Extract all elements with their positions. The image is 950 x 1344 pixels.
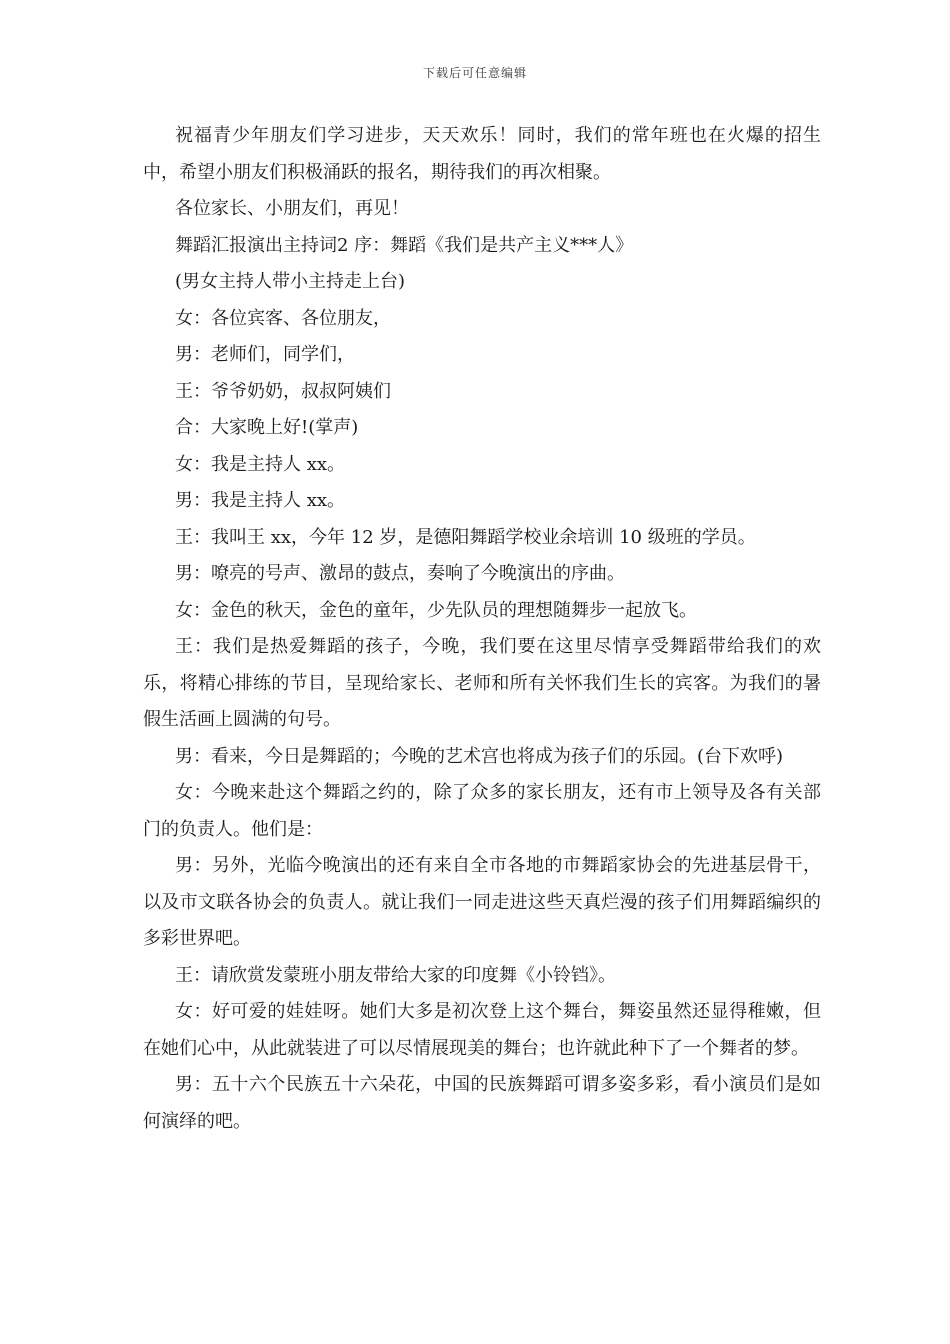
paragraph: 舞蹈汇报演出主持词2 序：舞蹈《我们是共产主义***人》 xyxy=(175,234,634,256)
document-body xyxy=(143,118,821,1140)
paragraph: 男：另外，光临今晚演出的还有来自全市各地的市舞蹈家协会的先进基层骨干，以及市文联各协会的负责人。就让我们一同走进这些天真烂漫的孩子们用舞蹈编织的多彩世界吧。 xyxy=(143,855,821,949)
paragraph: 男：老师们，同学们， xyxy=(175,344,355,365)
page-header: 下载后可任意编辑 xyxy=(422,66,527,80)
paragraph: 祝福青少年朋友们学习进步，天天欢乐！同时，我们的常年班也在火爆的招生中，希望小朋友们积极涌跃的报名，期待我们的再次相聚。 xyxy=(143,125,821,183)
paragraph: 女：各位宾客、各位朋友， xyxy=(175,307,391,329)
paragraph: 男：五十六个民族五十六朵花，中国的民族舞蹈可谓多姿多彩，看小演员们是如何演绎的吧。 xyxy=(143,1074,821,1132)
paragraph: (男女主持人带小主持走上台) xyxy=(175,271,406,292)
paragraph: 女：今晚来赴这个舞蹈之约的，除了众多的家长朋友，还有市上领导及各有关部门的负责人。他们是： xyxy=(143,782,821,840)
paragraph: 各位家长、小朋友们，再见！ xyxy=(175,198,409,219)
paragraph: 女：好可爱的娃娃呀。她们大多是初次登上这个舞台，舞姿虽然还显得稚嫩，但在她们心中，从此就装进了可以尽情展现美的舞台；也许就此种下了一个舞者的梦。 xyxy=(143,1001,821,1059)
paragraph: 女：我是主持人 xx。 xyxy=(175,453,346,475)
paragraph: 王：我叫王 xx，今年 12 岁，是德阳舞蹈学校业余培训 10 级班的学员。 xyxy=(175,526,756,548)
paragraph: 合：大家晚上好!(掌声) xyxy=(175,417,359,438)
paragraph: 男：我是主持人 xx。 xyxy=(175,490,346,511)
paragraph: 女：金色的秋天，金色的童年，少先队员的理想随舞步一起放飞。 xyxy=(175,599,697,621)
paragraph: 男：看来，今日是舞蹈的；今晚的艺术宫也将成为孩子们的乐园。(台下欢呼) xyxy=(175,745,784,767)
paragraph: 王：爷爷奶奶，叔叔阿姨们 xyxy=(175,380,391,402)
paragraph: 王：我们是热爱舞蹈的孩子，今晚，我们要在这里尽情享受舞蹈带给我们的欢乐，将精心排练的节目，呈现给家长、老师和所有关怀我们生长的宾客。为我们的暑假生活画上圆满的句号。 xyxy=(143,636,821,730)
paragraph: 男：嘹亮的号声、激昂的鼓点，奏响了今晚演出的序曲。 xyxy=(175,563,625,584)
paragraph: 王：请欣赏发蒙班小朋友带给大家的印度舞《小铃铛》。 xyxy=(175,964,616,986)
